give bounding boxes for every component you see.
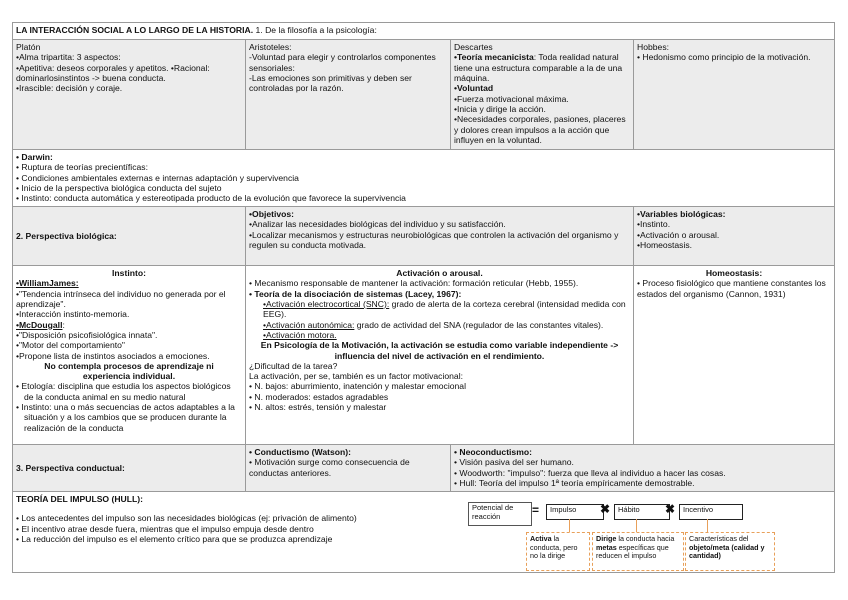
james-line: •"Tendencia intrínseca del individuo no generada por el aprendizaje". (16, 288, 226, 309)
hull-title: TEORÍA DEL IMPULSO (HULL): (16, 494, 143, 504)
activation-mechanism: • Mecanismo responsable de mantener la activación: formación reticular (Hebb, 1955). (249, 278, 579, 289)
snc-line (249, 299, 630, 320)
descartes-mechanism-text: : Toda realidad natural tiene una estructura comparable a la de una máquina. (454, 52, 623, 83)
descartes-mechanism-label: •Teoría mecanicista (454, 52, 534, 63)
hobbes-name: Hobbes: (637, 42, 670, 52)
descartes-mechanism (454, 52, 630, 83)
sna-label: •Activación autonómica: (263, 319, 355, 330)
neoconductismo-title: • Neoconductismo: (454, 447, 532, 457)
snc-text: grado de alerta de la corteza cerebral (intensidad medida con EEG). (263, 298, 626, 320)
impulso-box: Impulso (546, 504, 604, 520)
variable-line: •Activación o arousal. (637, 229, 720, 240)
platon-name: Platón (16, 42, 41, 52)
note-text: específicas que reducen el impulso (596, 542, 669, 561)
mcdougall-line: •"Motor del comportamiento" (16, 340, 125, 351)
etologia-line: • Instinto: una o más secuencias de actos adaptables a la situación y a los cambios que se producen durante la realización de la conducta (16, 402, 235, 433)
table-title-bold: LA INTERACCIÓN SOCIAL A LO LARGO DE LA HISTORIA. (16, 25, 254, 35)
platon-line: •Irascible: decisión y coraje. (16, 83, 123, 94)
hull-line: • La reducción del impulso es el elemento crítico para que se produzca aprendizaje (16, 533, 333, 544)
incentivo-box: Incentivo (679, 504, 743, 520)
conductismo-line: • Motivación surge como consecuencia de conductas anteriores. (249, 457, 410, 478)
equals-sign: = (532, 503, 540, 517)
variables-title: •Variables biológicas: (637, 209, 726, 219)
aristoteles-name: Aristoteles: (249, 42, 292, 52)
summary-table (12, 22, 835, 573)
mcdougall-line: •Propone lista de instintos asociados a emociones. (16, 350, 210, 361)
habito-box: Hábito (614, 504, 670, 520)
activation-cell (246, 266, 634, 445)
neoconductismo-line: • Visión pasiva del ser humano. (454, 457, 574, 468)
variable-line: •Instinto. (637, 219, 671, 230)
activation-line: • N. altos: estrés, tensión y malestar (249, 402, 387, 413)
etologia-line: • Etología: disciplina que estudia los aspectos biológicos de la conducta animal en su medio natural (16, 381, 231, 402)
note-bold: objeto/meta (calidad y cantidad) (689, 542, 765, 561)
activation-line: • N. bajos: aburrimiento, inatención y malestar emocional (249, 381, 467, 392)
descartes-name: Descartes (454, 42, 493, 52)
times-icon: ✖ (600, 502, 611, 516)
potencial-box: Potencial de reacción (468, 502, 532, 526)
biological-title: 2. Perspectiva biológica: (13, 207, 246, 266)
arrow-line (569, 519, 570, 532)
darwin-title: • Darwin: (16, 152, 53, 162)
platon-line: •Alma tripartita: 3 aspectos: (16, 52, 121, 63)
neoconductismo-cell (451, 445, 835, 492)
arrow-line (636, 519, 637, 532)
homeostasis-cell (634, 266, 835, 445)
incentivo-note (685, 532, 775, 571)
arrow-line (707, 519, 708, 532)
variable-line: •Homeostasis. (637, 239, 693, 250)
descartes-will-line: •Fuerza motivacional máxima. (454, 93, 569, 104)
neoconductismo-line: • Hull: Teoría del impulso 1ª teoría empíricamente demostrable. (454, 477, 695, 488)
darwin-cell (13, 150, 835, 207)
summary-sheet (12, 22, 834, 573)
descartes-will-line: •Inicia y dirige la acción. (454, 103, 546, 114)
note-text: la conducta, pero no la dirige (530, 534, 578, 561)
biological-objectives-cell (246, 207, 634, 266)
table-title (13, 23, 835, 40)
note-bold: Activa (530, 534, 552, 543)
hull-formula-diagram (458, 500, 773, 575)
biological-variables-cell (634, 207, 835, 266)
activation-line: ¿Dificultad de la tarea? (249, 360, 338, 371)
activation-line: • N. moderados: estados agradables (249, 391, 389, 402)
darwin-line: • Inicio de la perspectiva biológica conducta del sujeto (16, 182, 222, 193)
aristoteles-line: -Las emociones son primitivas y deben ser controladas por la razón. (249, 72, 412, 94)
habito-note (592, 532, 684, 571)
instinct-title: Instinto: (112, 268, 146, 278)
darwin-line: • Condiciones ambientales externas e internas adaptación y supervivencia (16, 172, 299, 183)
neoconductismo-line: • Woodworth: "impulso": fuerza que lleva al individuo a hacer las cosas. (454, 467, 726, 478)
dissociation-title: • Teoría de la disociación de sistemas (Lacey, 1967): (249, 288, 462, 299)
hull-line: • Los antecedentes del impulso son las necesidades biológicas (ej: privación de alimento) (16, 513, 357, 524)
darwin-line: • Instinto: conducta automática y estereotipada producto de la evolución que favorece la supervivencia (16, 193, 406, 204)
note-bold: metas (596, 542, 617, 552)
aristoteles-line: -Voluntad para elegir y controlarlos componentes sensoriales: (249, 52, 436, 73)
james-line: •Interacción instinto-memoria. (16, 309, 130, 320)
motor-line: •Activación motora. (263, 329, 337, 340)
homeostasis-title: Homeostasis: (705, 268, 763, 278)
sna-text: grado de actividad del SNA (regulador de las constantes vitales). (354, 319, 604, 330)
activation-title: Activación o arousal. (396, 268, 483, 278)
james-title: •WilliamJames: (16, 278, 79, 289)
descartes-cell (451, 40, 634, 150)
conductismo-title: • Conductismo (Watson): (249, 447, 351, 457)
descartes-will-label: •Voluntad (454, 83, 494, 94)
sna-line (249, 320, 630, 330)
instinct-cell (13, 266, 246, 445)
table-title-rest: 1. De la filosofía a la psicología: (255, 25, 377, 35)
objective-line: •Analizar las necesidades biológicas del individuo y su satisfacción. (249, 219, 506, 230)
no-learning-note: No contempla procesos de aprendizaje ni experiencia individual. (44, 360, 214, 382)
aristoteles-cell (246, 40, 451, 150)
note-text: Características del (689, 534, 749, 543)
mcdougall-label: •McDougall (16, 319, 63, 330)
note-text: la conducta hacia (616, 534, 675, 543)
platon-line: •Apetitiva: deseos corporales y apetitos. •Racional: dominarlosinstintos -> buena conducta. (16, 62, 210, 83)
hobbes-cell (634, 40, 835, 150)
hobbes-line: • Hedonismo como principio de la motivación. (637, 52, 811, 63)
snc-label: •Activación electrocortical (SNC): (263, 298, 390, 309)
objective-line: •Localizar mecanismos y estructuras neurobiológicas que controlen la activación del organismo y regulen su conducta motivada. (249, 229, 619, 250)
conductismo-cell (246, 445, 451, 492)
platon-cell (13, 40, 246, 150)
times-icon: ✖ (665, 502, 676, 516)
behavioral-title: 3. Perspectiva conductual: (13, 445, 246, 492)
darwin-line: • Ruptura de teorías precientíficas: (16, 162, 148, 173)
activation-line: La activación, per se, también es un factor motivacional: (249, 371, 464, 382)
mcdougall-line: •"Disposición psicofisiológica innata". (16, 329, 158, 340)
mcdougall-title: •McDougall: (16, 319, 65, 330)
homeostasis-text: • Proceso fisiológico que mantiene constantes los estados del organismo (Cannon, 1931) (637, 278, 826, 299)
note-bold: Dirige (596, 534, 617, 543)
psychology-note: En Psicología de la Motivación, la activación se estudia como variable independiente -> influencia del nivel de activación en el rendimiento. (260, 340, 619, 361)
hull-line: • El incentivo atrae desde fuera, mientras que el impulso empuja desde dentro (16, 523, 314, 534)
descartes-will-line: •Necesidades corporales, pasiones, placeres y dolores crean impulsos a la acción que influyen en la voluntad. (454, 114, 626, 145)
impulso-note (526, 532, 590, 571)
objectives-title: •Objetivos: (249, 209, 295, 219)
